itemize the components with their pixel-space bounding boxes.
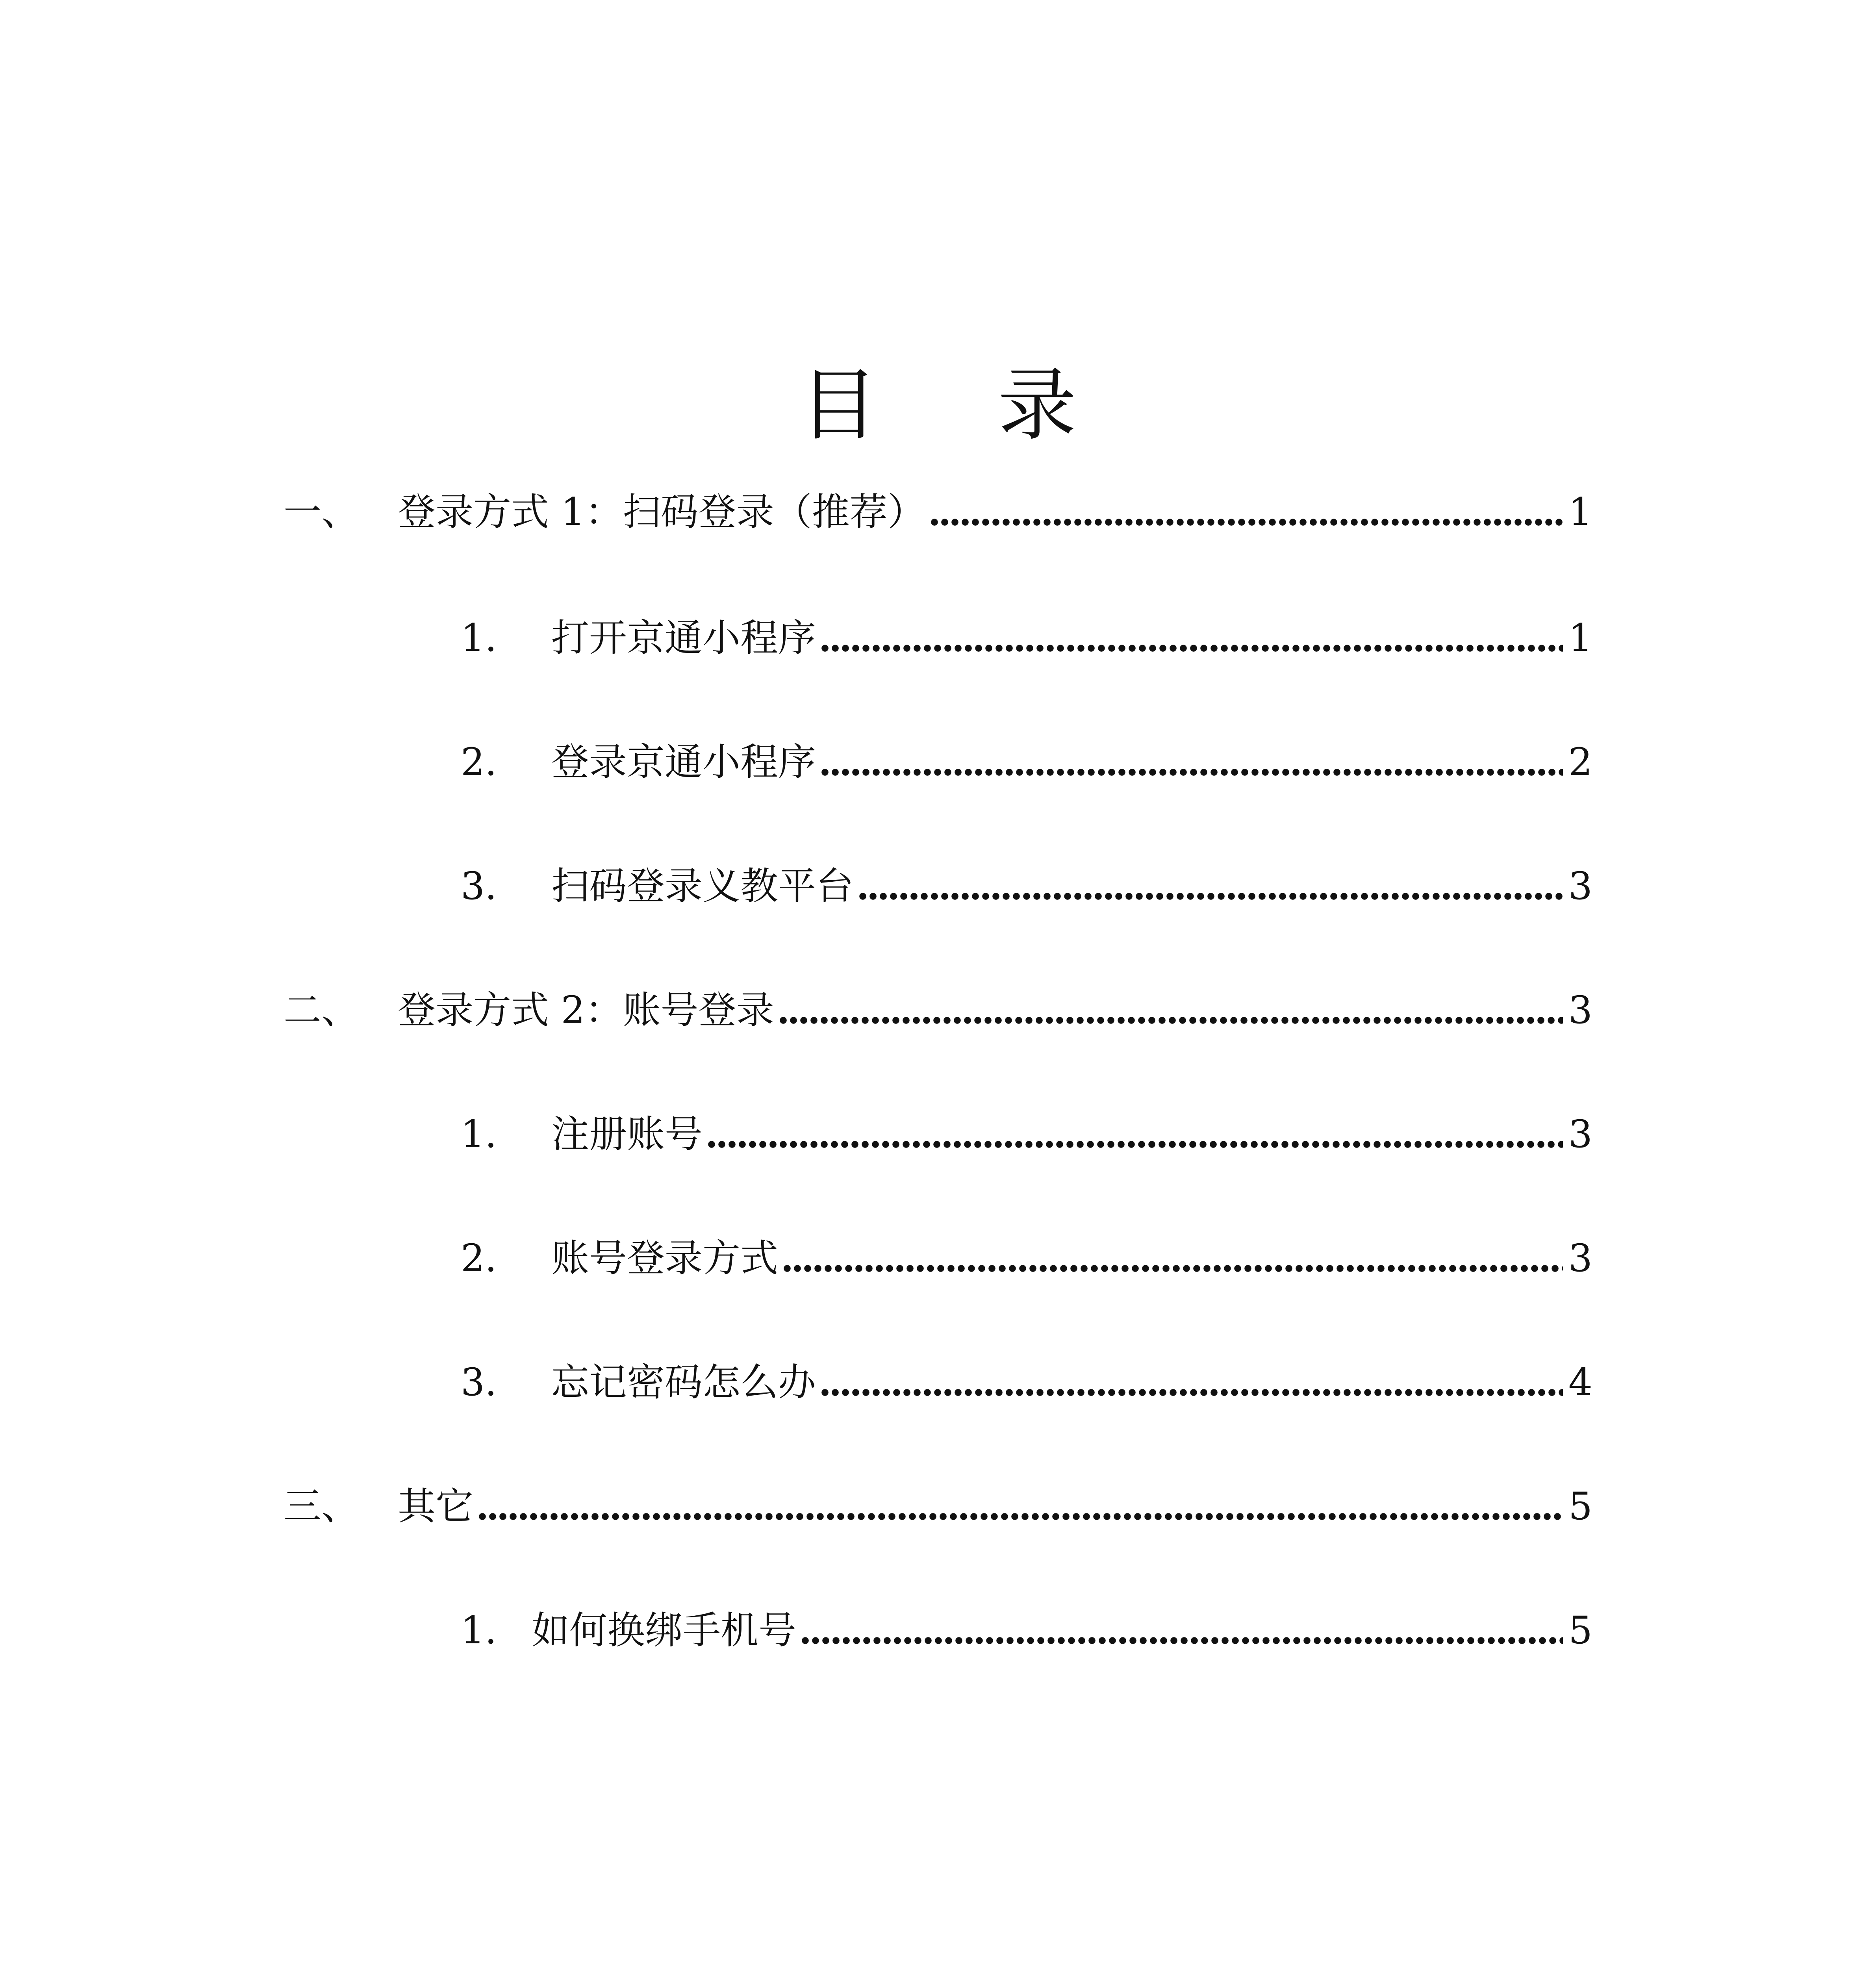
toc-entry-title: 登录京通小程序 — [551, 740, 816, 784]
toc-entry[interactable] — [461, 1109, 1592, 1160]
toc-entry-title: 扫码登录义教平台 — [551, 864, 854, 908]
toc-entry-number: 1. — [461, 1608, 497, 1652]
toc-entry-page: 3 — [1568, 988, 1592, 1032]
toc-entry-number: 2. — [461, 1236, 497, 1280]
toc-entry[interactable] — [461, 736, 1592, 788]
dot-leader — [706, 1139, 1563, 1150]
toc-entry-title: 如何换绑手机号 — [532, 1608, 796, 1652]
toc-entry-title: 登录方式 1：扫码登录（推荐） — [398, 490, 925, 534]
dot-leader — [820, 767, 1563, 777]
toc-entry-number: 一、 — [284, 490, 359, 534]
toc-entry-number: 3. — [461, 1360, 497, 1404]
toc-entry-title: 注册账号 — [551, 1112, 703, 1156]
toc-entry-title: 忘记密码怎么办 — [551, 1360, 816, 1404]
toc-entry[interactable] — [284, 486, 1592, 538]
dot-leader — [800, 1635, 1563, 1646]
dot-leader — [782, 1263, 1563, 1274]
dot-leader — [820, 1387, 1563, 1398]
toc-entry-page: 3 — [1568, 1236, 1592, 1280]
dot-leader — [820, 643, 1563, 653]
toc-entry-page: 5 — [1568, 1484, 1592, 1528]
dot-leader — [778, 1015, 1563, 1025]
toc-entry-number: 二、 — [284, 988, 359, 1032]
toc-title: 目 录 — [799, 360, 1124, 451]
toc-entry-page: 3 — [1568, 864, 1592, 908]
toc-entry-number: 三、 — [284, 1484, 359, 1528]
toc-entry[interactable] — [461, 1357, 1592, 1408]
toc-entry-page: 2 — [1568, 740, 1592, 784]
toc-entry-title: 登录方式 2：账号登录 — [398, 988, 774, 1032]
toc-entry[interactable] — [284, 984, 1592, 1036]
toc-entry[interactable] — [461, 860, 1592, 912]
toc-entry[interactable] — [461, 1605, 1592, 1656]
dot-leader — [929, 517, 1563, 527]
toc-entry[interactable] — [284, 1481, 1592, 1532]
toc-entry-number: 2. — [461, 740, 497, 784]
toc-entry-number: 1. — [461, 616, 497, 660]
toc-entry-page: 1 — [1568, 616, 1592, 660]
toc-entry[interactable] — [461, 612, 1592, 664]
toc-entry-page: 5 — [1568, 1608, 1592, 1652]
toc-entry-page: 4 — [1568, 1360, 1592, 1404]
toc-entry-title: 账号登录方式 — [551, 1236, 778, 1280]
toc-entry[interactable] — [461, 1233, 1592, 1284]
toc-entry-page: 3 — [1568, 1112, 1592, 1156]
dot-leader — [477, 1511, 1563, 1522]
toc-entry-title: 打开京通小程序 — [551, 616, 816, 660]
toc-entry-title: 其它 — [398, 1484, 473, 1528]
toc-entry-page: 1 — [1568, 490, 1592, 534]
dot-leader — [858, 891, 1563, 901]
toc-entry-number: 3. — [461, 864, 497, 908]
toc-entry-number: 1. — [461, 1112, 497, 1156]
